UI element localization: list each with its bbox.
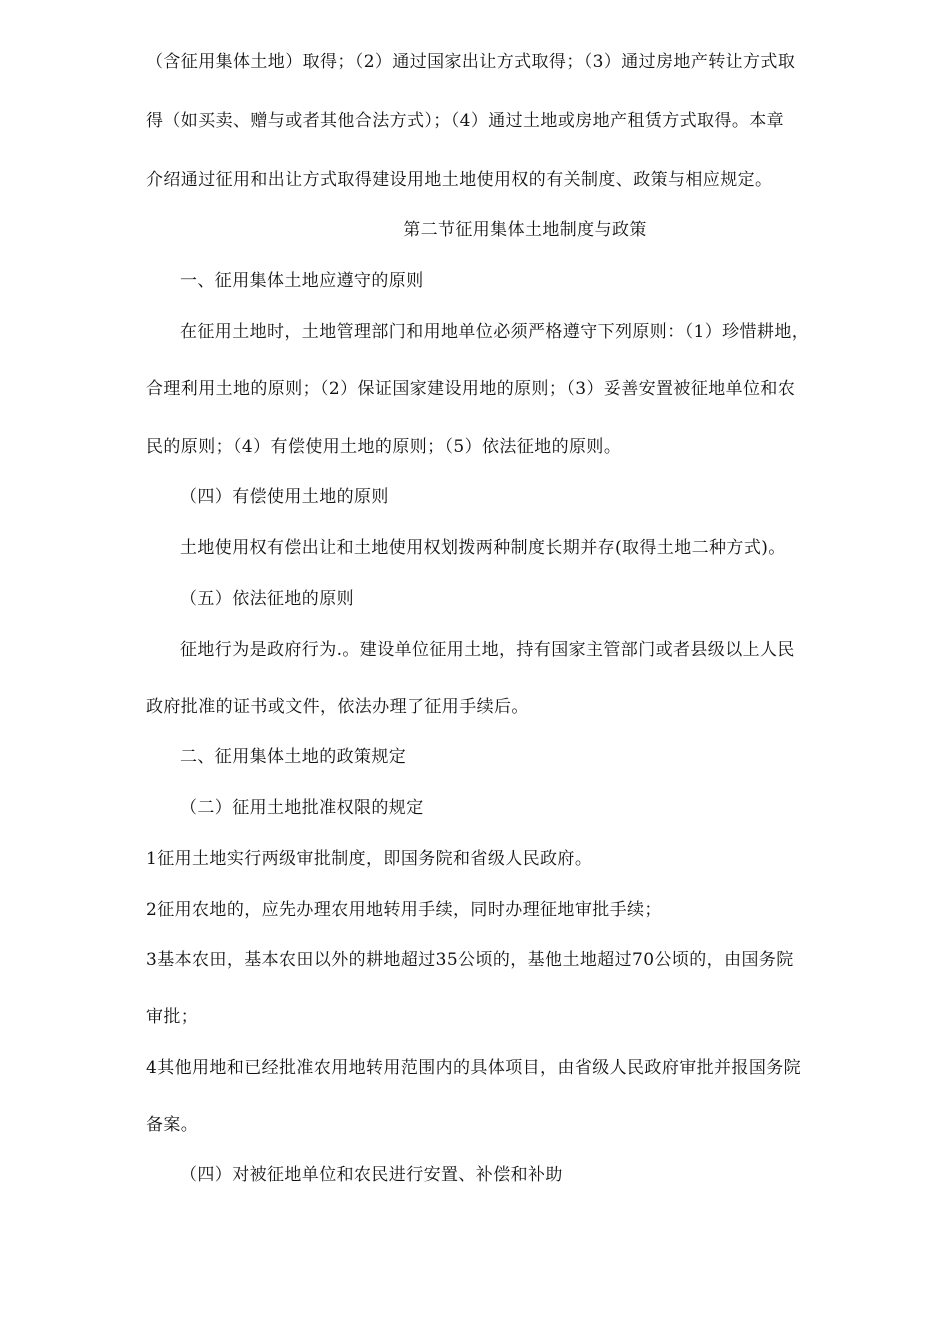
list-item-continuation: 审批； [146, 1007, 199, 1027]
list-item: 2征用农地的，应先办理农用地转用手续，同时办理征地审批手续； [146, 900, 662, 920]
section-title: 第二节征用集体土地制度与政策 [403, 220, 647, 240]
list-item-continuation: 备案。 [146, 1115, 199, 1135]
subheading: （二）征用土地批准权限的规定 [180, 798, 424, 818]
subheading: （四）有偿使用土地的原则 [180, 487, 389, 507]
paragraph-line: 政府批准的证书或文件，依法办理了征用手续后。 [146, 697, 529, 717]
list-item: 4其他用地和已经批准农用地转用范围内的具体项目，由省级人民政府审批并报国务院 [146, 1058, 802, 1078]
paragraph-line: 合理利用土地的原则；（2）保证国家建设用地的原则；（3）妥善安置被征地单位和农 [146, 379, 796, 399]
paragraph-line: 在征用土地时，土地管理部门和用地单位必须严格遵守下列原则：（1）珍惜耕地， [180, 322, 810, 342]
paragraph-line: 征地行为是政府行为.。建设单位征用土地，持有国家主管部门或者县级以上人民 [180, 640, 795, 660]
subheading: （四）对被征地单位和农民进行安置、补偿和补助 [180, 1165, 563, 1185]
heading: 二、征用集体土地的政策规定 [180, 747, 407, 767]
paragraph-line: 介绍通过征用和出让方式取得建设用地土地使用权的有关制度、政策与相应规定。 [146, 170, 773, 190]
paragraph-line: 得（如买卖、赠与或者其他合法方式）；（4）通过土地或房地产租赁方式取得。本章 [146, 111, 785, 131]
list-item: 1征用土地实行两级审批制度，即国务院和省级人民政府。 [146, 849, 593, 869]
heading: 一、征用集体土地应遵守的原则 [180, 271, 424, 291]
paragraph-line: 民的原则；（4）有偿使用土地的原则；（5）依法征地的原则。 [146, 437, 622, 457]
list-item: 3基本农田，基本农田以外的耕地超过35公顷的，基他土地超过70公顷的，由国务院 [146, 950, 794, 970]
paragraph-line: 土地使用权有偿出让和土地使用权划拨两种制度长期并存(取得土地二种方式)。 [180, 538, 786, 558]
subheading: （五）依法征地的原则 [180, 589, 354, 609]
paragraph-line: （含征用集体土地）取得；（2）通过国家出让方式取得；（3）通过房地产转让方式取 [146, 52, 796, 72]
